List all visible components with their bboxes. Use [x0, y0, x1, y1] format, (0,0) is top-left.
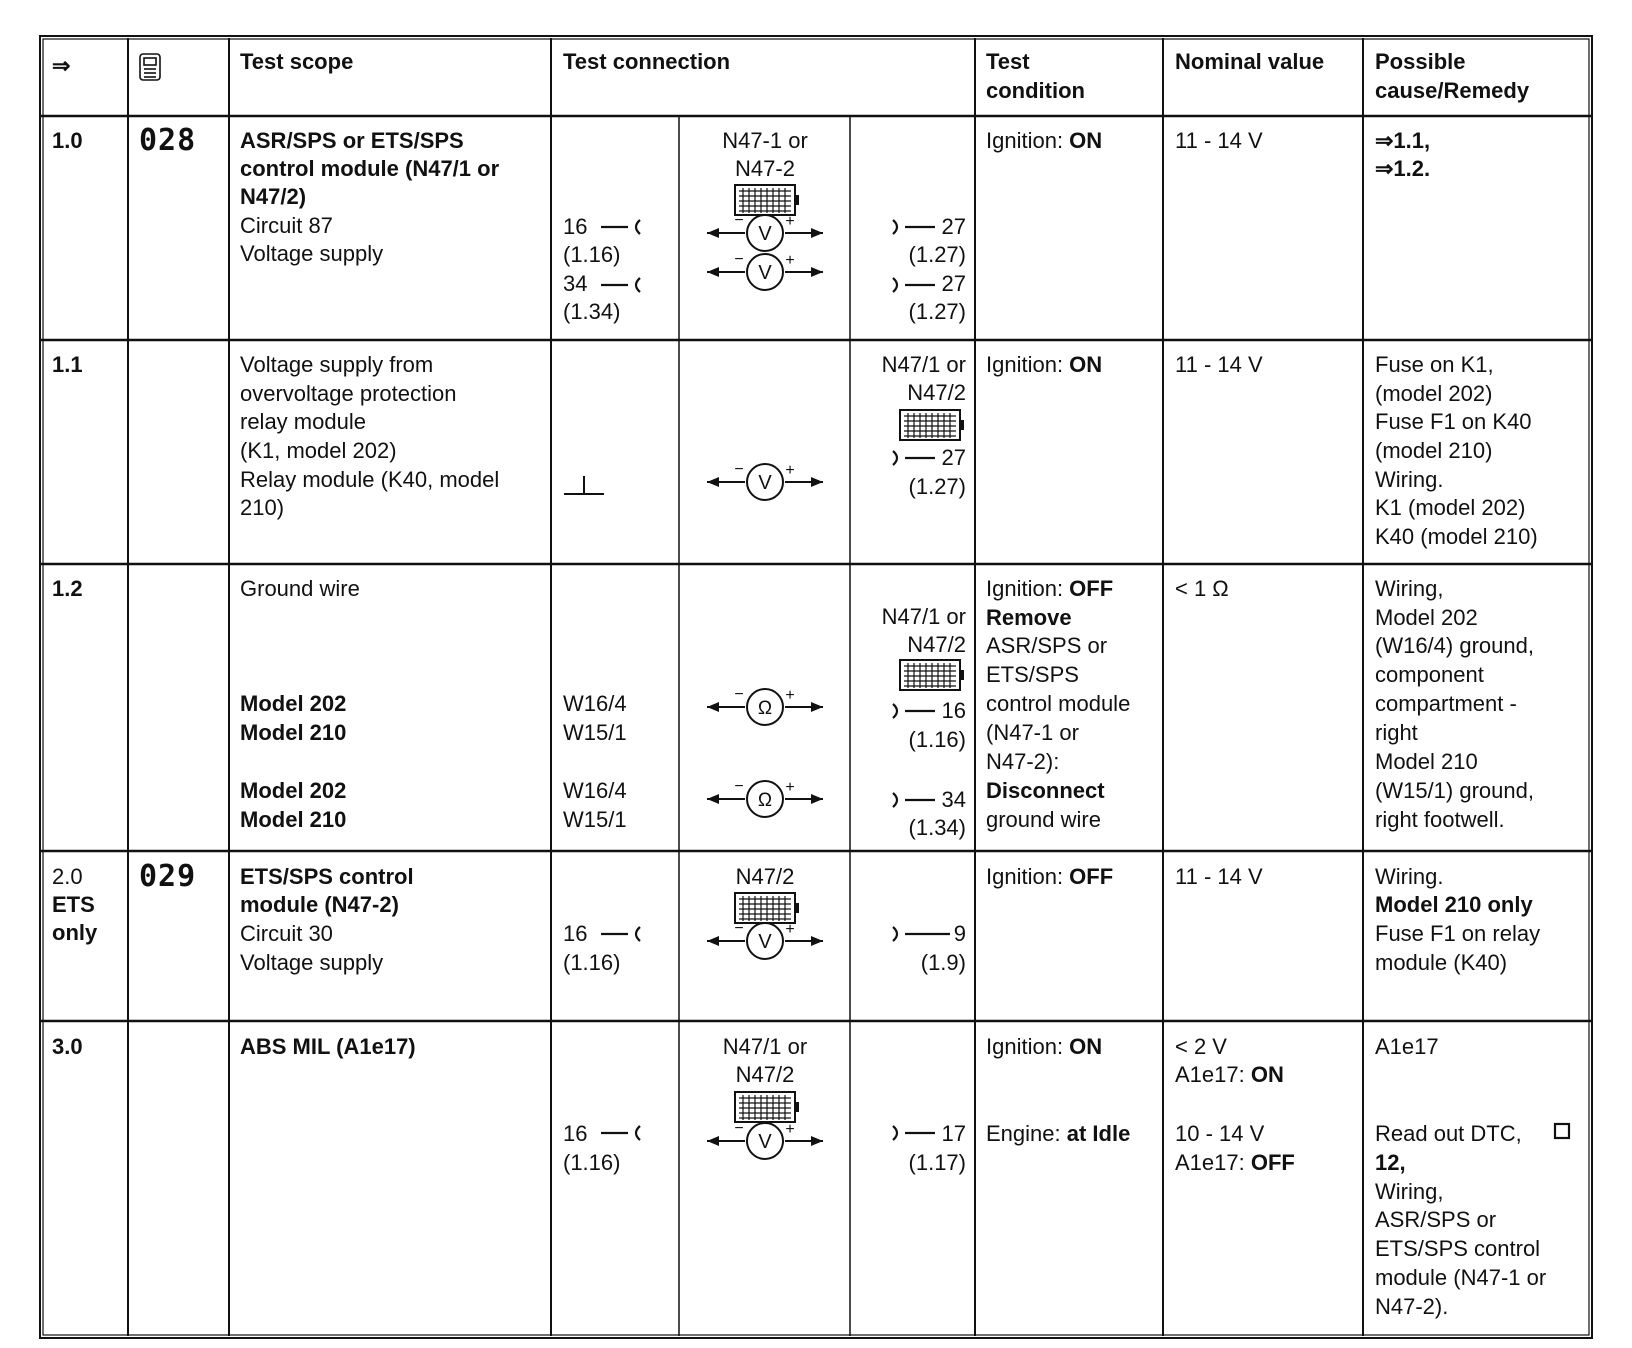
condition-label: Ignition: — [986, 352, 1070, 377]
nominal-value: 11 - 14 V — [1175, 864, 1263, 889]
test-scope-line: module (N47-2) — [240, 892, 399, 917]
module-label: N47/1 or — [881, 352, 966, 377]
indicator-state: ON — [1250, 1062, 1284, 1087]
test-scope-line: ABS MIL (A1e17) — [240, 1034, 416, 1059]
condition-label: Ignition: — [986, 1034, 1070, 1059]
pin-right-ref: (1.17) — [908, 1150, 966, 1175]
pin-right: 27 — [941, 214, 966, 239]
cause-line: component — [1375, 662, 1484, 687]
ohmmeter-icon — [707, 686, 823, 725]
nominal-value: < 1 Ω — [1175, 576, 1229, 601]
test-scope-line: Voltage supply — [240, 950, 384, 975]
test-scope-line: (K1, model 202) — [240, 438, 397, 463]
test-condition — [986, 1033, 1102, 1061]
cause-line: (model 202) — [1375, 381, 1493, 406]
nominal-value: 11 - 14 V — [1175, 128, 1263, 153]
cause-line: Model 210 only — [1375, 892, 1533, 917]
nominal-value: < 2 V — [1175, 1034, 1227, 1059]
voltmeter-icon — [707, 251, 823, 290]
test-condition — [986, 1120, 1130, 1148]
pin-left-ref: (1.16) — [563, 950, 621, 975]
svg-text:V: V — [758, 1131, 772, 1153]
connector-icon — [735, 893, 799, 923]
cause-line: Wiring, — [1375, 1179, 1444, 1204]
module-label: N47/2 — [735, 864, 795, 889]
ground-point: W15/1 — [563, 720, 627, 745]
cause-line: K1 (model 202) — [1375, 495, 1526, 520]
test-scope-line: Model 202 — [240, 691, 347, 716]
document-reference-icon — [1555, 1124, 1569, 1138]
test-scope-line: Model 210 — [240, 807, 347, 832]
pin-right: 16 — [941, 698, 966, 723]
header-test-scope: Test scope — [240, 49, 354, 74]
step-number: 1.2 — [52, 576, 83, 601]
cause-line: Wiring. — [1375, 864, 1444, 889]
module-label: N47/2 — [907, 632, 966, 657]
condition-line: (N47-1 or — [986, 720, 1079, 745]
cause-line: ⇒1.1, — [1375, 128, 1431, 153]
header-cause-l2: cause/Remedy — [1375, 78, 1530, 103]
header-cause-l1: Possible — [1375, 49, 1466, 74]
pin-right-ref: (1.27) — [908, 299, 966, 324]
cause-line: Wiring, — [1375, 576, 1444, 601]
svg-text:Ω: Ω — [757, 698, 773, 719]
voltmeter-icon — [707, 212, 823, 251]
module-label: N47-2 — [735, 156, 795, 181]
pin-right-ref: (1.27) — [908, 474, 966, 499]
test-condition — [986, 127, 1102, 155]
pin-left: 16 — [563, 1121, 588, 1146]
svg-text:V: V — [758, 472, 772, 494]
test-scope-line: ASR/SPS or ETS/SPS — [240, 128, 464, 153]
test-scope-line: Ground wire — [240, 576, 360, 601]
pin-right: 27 — [941, 271, 966, 296]
connector-icon — [735, 185, 799, 215]
cause-line: (W15/1) ground, — [1375, 778, 1534, 803]
header-arrow: ⇒ — [52, 53, 71, 78]
step-note: ETS — [52, 892, 95, 917]
condition-value: ON — [1069, 1034, 1103, 1059]
header-test-condition-l2: condition — [986, 78, 1085, 103]
step-number: 1.0 — [52, 128, 83, 153]
condition-line: ground wire — [986, 807, 1101, 832]
condition-line: control module — [986, 691, 1131, 716]
cause-line: A1e17 — [1375, 1034, 1439, 1059]
pin-left: 16 — [563, 921, 588, 946]
cause-line: Fuse F1 on relay — [1375, 921, 1541, 946]
pin-left: 34 — [563, 271, 588, 296]
tester-display-code: 029 — [139, 859, 197, 894]
cause-line: right footwell. — [1375, 807, 1505, 832]
condition-label: Ignition: — [986, 576, 1070, 601]
cause-line: Model 202 — [1375, 605, 1478, 630]
pin-left-ref: (1.16) — [563, 1150, 621, 1175]
pin-left-ref: (1.16) — [563, 242, 621, 267]
pin-right: 34 — [941, 787, 966, 812]
nominal-value: 10 - 14 V — [1175, 1121, 1265, 1146]
cause-line: K40 (model 210) — [1375, 524, 1538, 549]
connector-icon — [900, 410, 964, 440]
test-scope-line: Circuit 87 — [240, 213, 333, 238]
module-label: N47/2 — [735, 1062, 795, 1087]
condition-label: Ignition: — [986, 128, 1070, 153]
ohmmeter-icon — [707, 778, 823, 817]
test-scope-line: Model 202 — [240, 778, 347, 803]
cause-line: Read out DTC, — [1375, 1121, 1528, 1146]
cause-line: ASR/SPS or — [1375, 1207, 1497, 1232]
module-label: N47/2 — [907, 380, 966, 405]
condition-value: OFF — [1069, 576, 1114, 601]
ground-point: W16/4 — [563, 778, 627, 803]
voltmeter-icon — [707, 1120, 823, 1159]
pin-left: 16 — [563, 214, 588, 239]
module-label: N47/1 or — [722, 1034, 808, 1059]
ground-point: W15/1 — [563, 807, 627, 832]
cause-line: ⇒1.2. — [1375, 156, 1431, 181]
cause-line: Fuse on K1, — [1375, 352, 1494, 377]
step-note: only — [52, 920, 98, 945]
module-label: N47/1 or — [881, 604, 966, 629]
condition-label: Ignition: — [986, 864, 1070, 889]
cause-line: (W16/4) ground, — [1375, 633, 1534, 658]
test-scope-line: Voltage supply — [240, 241, 384, 266]
svg-text:V: V — [758, 223, 772, 245]
pin-right-ref: (1.16) — [908, 727, 966, 752]
cause-line: right — [1375, 720, 1418, 745]
condition-line: Disconnect — [986, 778, 1105, 803]
svg-text:V: V — [758, 931, 772, 953]
test-scope-line: Model 210 — [240, 720, 347, 745]
condition-value: OFF — [1069, 864, 1114, 889]
cause-line: Wiring. — [1375, 467, 1444, 492]
pin-right-ref: (1.34) — [908, 815, 966, 840]
pin-right-ref: (1.9) — [920, 950, 966, 975]
pin-right-ref: (1.27) — [908, 242, 966, 267]
condition-line: ASR/SPS or — [986, 633, 1108, 658]
cause-line: module (N47-1 or — [1375, 1265, 1547, 1290]
test-scope-line: Circuit 30 — [240, 921, 333, 946]
svg-text:V: V — [758, 262, 772, 284]
pin-right: 9 — [953, 921, 966, 946]
condition-value: at Idle — [1066, 1121, 1131, 1146]
header-test-condition-l1: Test — [986, 49, 1030, 74]
header-nominal-value: Nominal value — [1175, 49, 1325, 74]
condition-line: Remove — [986, 605, 1072, 630]
pin-right: 17 — [941, 1121, 966, 1146]
test-scope-line: 210) — [240, 495, 285, 520]
svg-text:Ω: Ω — [757, 790, 773, 811]
step-number: 3.0 — [52, 1034, 83, 1059]
header-test-connection: Test connection — [563, 49, 731, 74]
step-number: 2.0 — [52, 864, 83, 889]
test-scope-line: N47/2) — [240, 184, 307, 209]
cause-line: ETS/SPS control — [1375, 1236, 1541, 1261]
nominal-value — [1175, 1061, 1284, 1089]
cause-line: 12, — [1375, 1150, 1406, 1175]
step-number: 1.1 — [52, 352, 83, 377]
ground-point: W16/4 — [563, 691, 627, 716]
condition-label: Engine: — [986, 1121, 1067, 1146]
test-scope-line: overvoltage protection — [240, 381, 457, 406]
cause-line: compartment - — [1375, 691, 1517, 716]
pin-left-ref: (1.34) — [563, 299, 621, 324]
condition-value: ON — [1069, 352, 1103, 377]
indicator-label: A1e17: — [1175, 1150, 1251, 1175]
test-condition — [986, 575, 1113, 603]
diagnostic-tester-icon — [140, 54, 160, 80]
nominal-value: 11 - 14 V — [1175, 352, 1263, 377]
condition-value: ON — [1069, 128, 1103, 153]
cause-line: Fuse F1 on K40 — [1375, 409, 1532, 434]
test-condition — [986, 351, 1102, 379]
pin-right: 27 — [941, 445, 966, 470]
condition-line: N47-2): — [986, 749, 1060, 774]
test-scope-line: Voltage supply from — [240, 352, 434, 377]
cause-line: module (K40) — [1375, 950, 1508, 975]
condition-line: ETS/SPS — [986, 662, 1079, 687]
test-scope-line: Relay module (K40, model — [240, 467, 500, 492]
cause-line: (model 210) — [1375, 438, 1493, 463]
connector-icon — [735, 1092, 799, 1122]
test-condition — [986, 863, 1113, 891]
cause-line: N47-2). — [1375, 1294, 1449, 1319]
test-scope-line: ETS/SPS control — [240, 864, 414, 889]
indicator-label: A1e17: — [1175, 1062, 1251, 1087]
voltmeter-icon — [707, 920, 823, 959]
test-scope-line: control module (N47/1 or — [240, 156, 500, 181]
ground-symbol-icon — [564, 476, 604, 494]
voltmeter-icon — [707, 461, 823, 500]
test-scope-line: relay module — [240, 409, 366, 434]
indicator-state: OFF — [1250, 1150, 1295, 1175]
tester-display-code: 028 — [139, 123, 197, 158]
cause-line: Model 210 — [1375, 749, 1478, 774]
connector-icon — [900, 660, 964, 690]
nominal-value — [1175, 1149, 1295, 1177]
module-label: N47-1 or — [722, 128, 808, 153]
